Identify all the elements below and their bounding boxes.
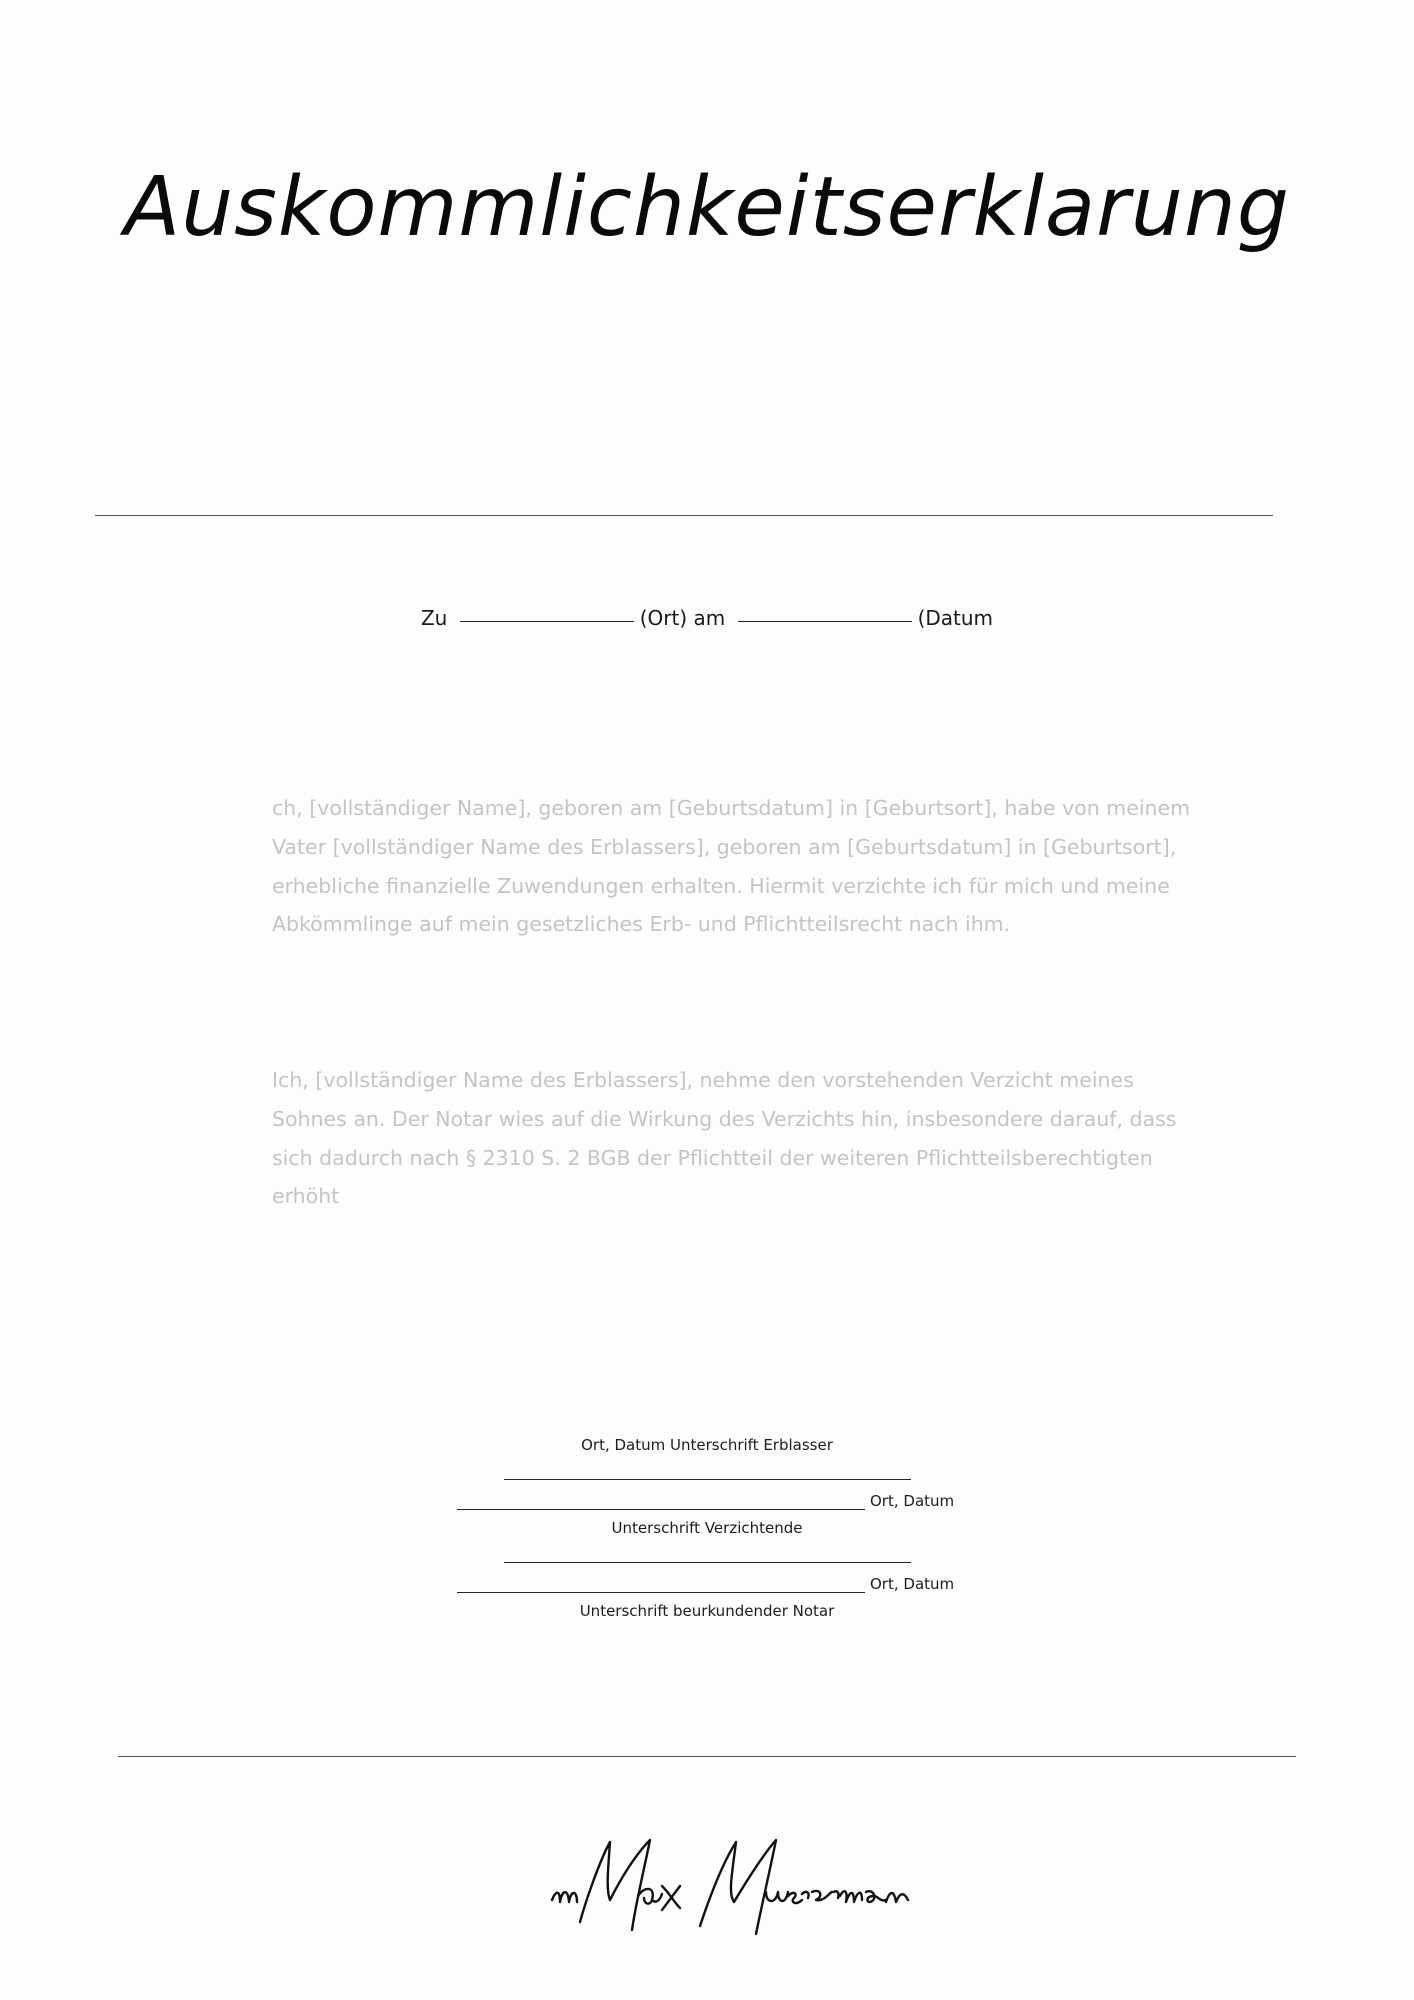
acceptance-paragraph: Ich, [vollständiger Name des Erblassers], nehme den vorstehenden Verzicht meines Sohnes an. Der Notar wies auf die Wirkung des Verzichts hin, insbesondere darauf, dass sich dadurch nach § 2310 S. 2 BGB der Pflichtteil der weiteren Pflichtteilsberechtigten erhöht xyxy=(272,1068,1177,1209)
waiver-paragraph: ch, [vollständiger Name], geboren am [Geburtsdatum] in [Geburtsort], habe von meinem Vater [vollständiger Name des Erblassers], geboren am [Geburtsdatum] in [Geburtsort], erhebliche finanzielle Zuwendungen erhalten. Hiermit verzichte ich für mich und meine Abkömmlinge auf mein gesetzliches Erb- und Pflichtteilsrecht nach ihm. xyxy=(272,796,1191,937)
place-date-line xyxy=(0,606,1414,630)
signature-line xyxy=(504,1562,911,1563)
signature-line xyxy=(457,1509,865,1510)
top-divider xyxy=(95,515,1273,516)
signature-label-testator: Ort, Datum Unterschrift Erblasser xyxy=(581,1436,833,1454)
handwritten-signature xyxy=(540,1830,920,1940)
document-title: Auskommlichkeitserklarung xyxy=(124,160,1290,255)
signature-suffix-place-date: Ort, Datum xyxy=(870,1492,955,1510)
signature-label-renouncer: Unterschrift Verzichtende xyxy=(611,1519,803,1537)
place-date-prefix: Zu xyxy=(420,606,448,630)
signature-line xyxy=(457,1592,865,1593)
place-label: (Ort) am xyxy=(639,606,726,630)
place-blank xyxy=(460,621,634,622)
signature-suffix-place-date: Ort, Datum xyxy=(870,1575,955,1593)
date-blank xyxy=(738,621,912,622)
bottom-divider xyxy=(118,1756,1296,1757)
signature-label-notary: Unterschrift beurkundender Notar xyxy=(579,1602,835,1620)
signature-line xyxy=(504,1479,911,1480)
date-label: (Datum xyxy=(917,606,994,630)
